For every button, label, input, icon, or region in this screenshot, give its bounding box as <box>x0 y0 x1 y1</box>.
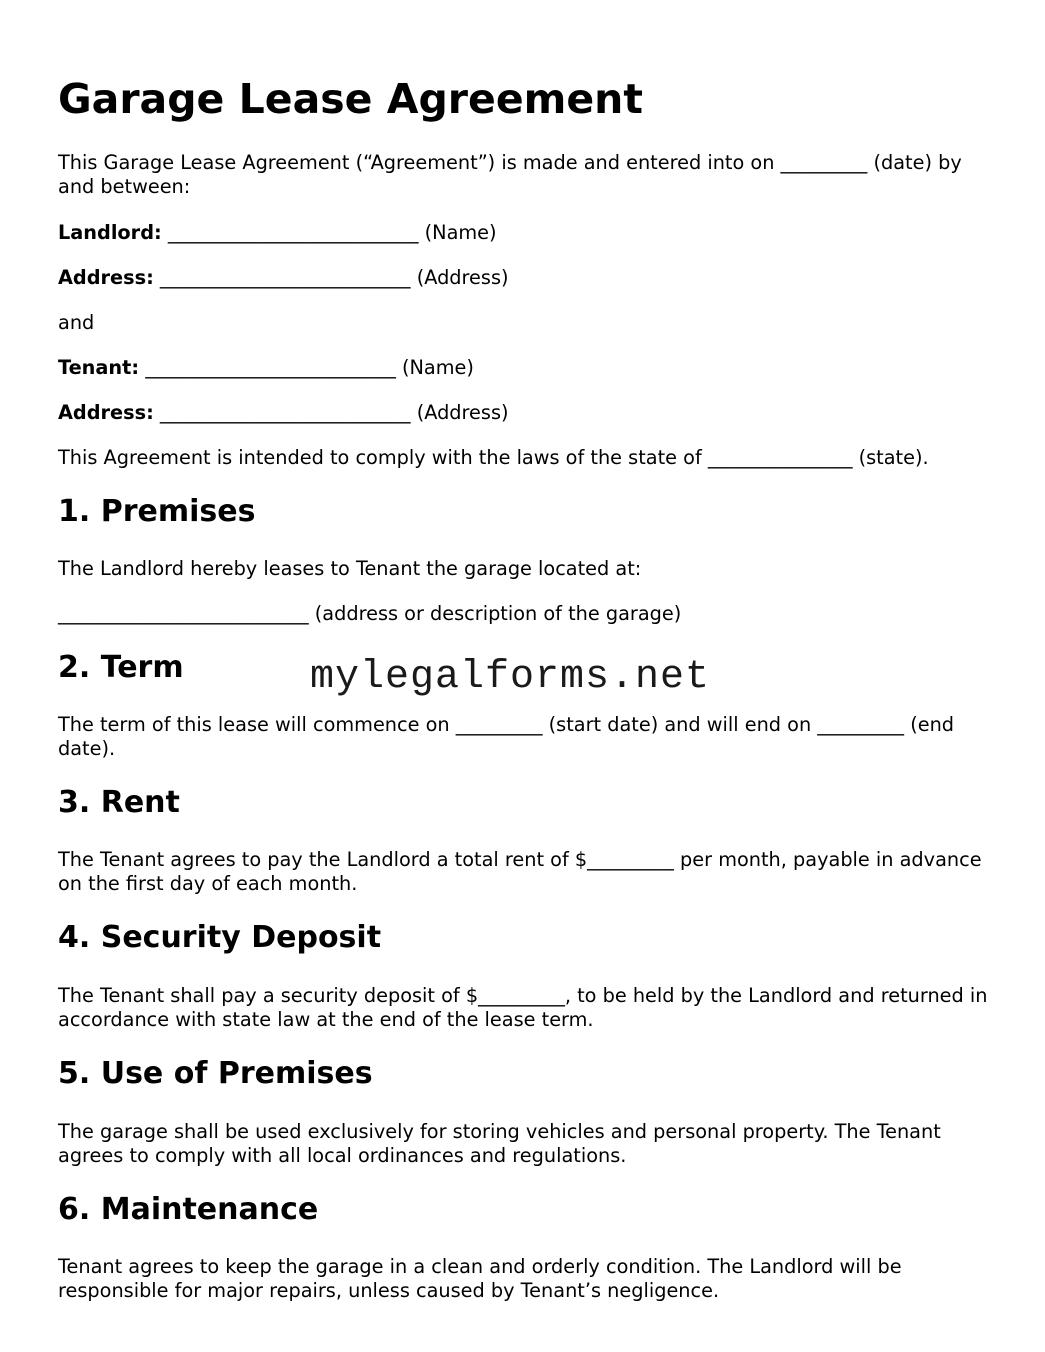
section-body-security-deposit: The Tenant shall pay a security deposit of $_________, to be held by the Landlord and returned in accordance with state law at the end of the lease term. <box>58 984 988 1031</box>
tenant-name-blank: __________________________ (Name) <box>139 356 474 379</box>
tenant-label: Tenant: <box>58 356 140 379</box>
landlord-label: Landlord: <box>58 221 162 244</box>
section-body-use-of-premises: The garage shall be used exclusively for storing vehicles and personal property. The Tenant agrees to comply with all local ordinances and regulations. <box>58 1120 941 1167</box>
section-body-premises: The Landlord hereby leases to Tenant the garage located at: <box>58 557 642 580</box>
section-body-rent: The Tenant agrees to pay the Landlord a total rent of $_________ per month, payable in advance on the first day of each month. <box>58 848 982 895</box>
watermark-text: mylegalforms.net <box>310 655 711 700</box>
compliance-paragraph: This Agreement is intended to comply with the laws of the state of _______________ (state). <box>58 446 929 469</box>
document-title: Garage Lease Agreement <box>58 75 643 123</box>
landlord-address-blank: __________________________ (Address) <box>153 266 509 289</box>
tenant-address-label: Address: <box>58 401 154 424</box>
landlord-address-label: Address: <box>58 266 154 289</box>
and-text: and <box>58 311 95 334</box>
tenant-address-line <box>58 401 993 425</box>
section-heading-rent: 3. Rent <box>58 785 180 820</box>
section-heading-security-deposit: 4. Security Deposit <box>58 920 382 955</box>
tenant-address-blank: __________________________ (Address) <box>153 401 509 424</box>
section-heading-term: 2. Term <box>58 650 184 685</box>
intro-paragraph: This Garage Lease Agreement (“Agreement”) is made and entered into on _________ (date) by and between: <box>58 151 962 198</box>
landlord-address-line <box>58 266 993 290</box>
section-body-maintenance: Tenant agrees to keep the garage in a clean and orderly condition. The Landlord will be responsible for major repairs, unless caused by Tenant’s negligence. <box>58 1255 902 1302</box>
section-body-premises-blank: __________________________ (address or description of the garage) <box>58 602 682 625</box>
section-heading-premises: 1. Premises <box>58 494 256 529</box>
tenant-line <box>58 356 993 380</box>
section-body-term: The term of this lease will commence on _________ (start date) and will end on _________ (end date). <box>58 713 955 760</box>
landlord-line <box>58 221 993 245</box>
section-heading-maintenance: 6. Maintenance <box>58 1192 319 1227</box>
section-heading-use-of-premises: 5. Use of Premises <box>58 1056 373 1091</box>
landlord-name-blank: __________________________ (Name) <box>161 221 497 244</box>
